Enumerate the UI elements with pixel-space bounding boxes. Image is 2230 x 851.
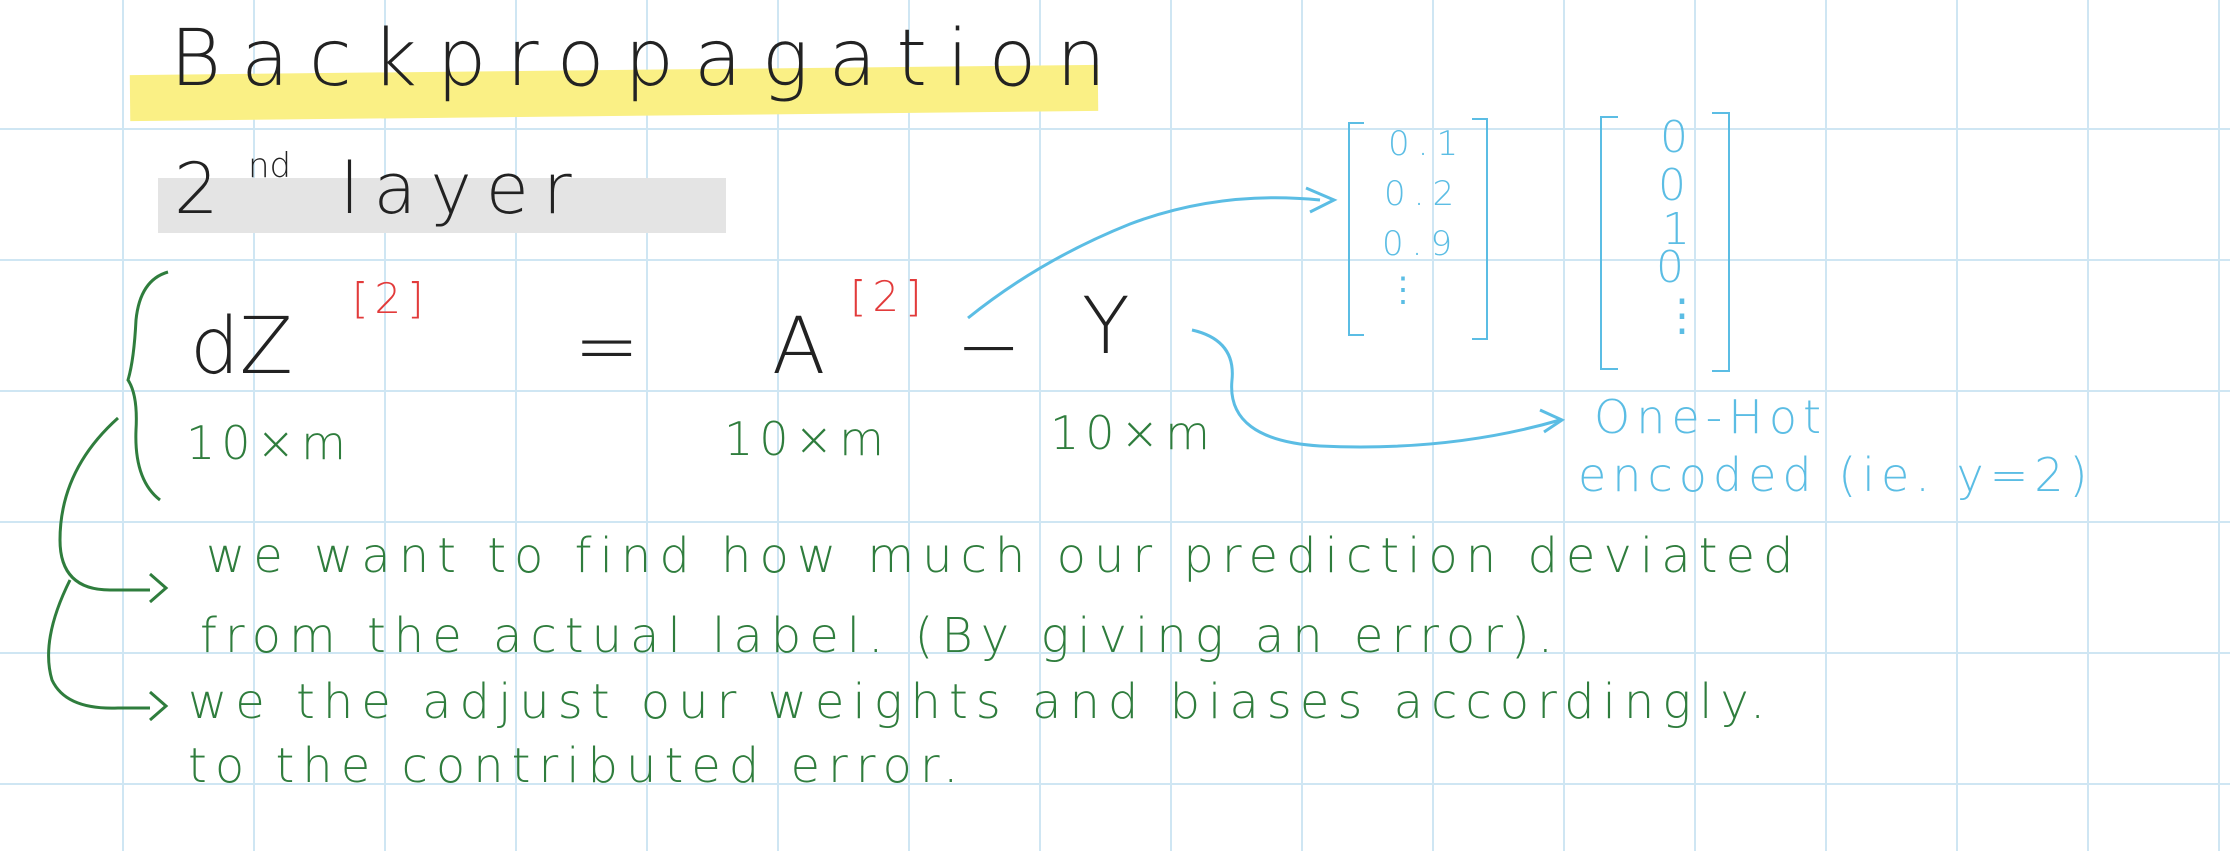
equation-lhs-superscript: [2]	[352, 274, 430, 323]
page-title: Backpropagation	[170, 14, 1126, 104]
note-line-4: to the contributed error.	[188, 738, 967, 794]
onehot-value: 1	[1662, 204, 1690, 255]
arrow-icon	[968, 198, 1320, 318]
equation-minus: −	[956, 302, 1022, 392]
dim-dz: 10×m	[186, 416, 352, 470]
arrow-head-icon	[150, 692, 166, 720]
onehot-value: 0	[1660, 112, 1688, 163]
arrow-icon	[1192, 330, 1560, 447]
equation-lhs: dZ	[190, 302, 293, 392]
note-line-3: we the adjust our weights and biases accordingly.	[188, 674, 1774, 730]
subtitle-ordinal: nd	[248, 146, 292, 186]
equation-equals: =	[574, 302, 640, 392]
equation-a-superscript: [2]	[850, 272, 928, 321]
prediction-value: 0.2	[1384, 174, 1463, 214]
prediction-value: ⋮	[1386, 270, 1428, 310]
dim-y: 10×m	[1050, 406, 1216, 460]
arrow-head-icon	[150, 574, 166, 602]
dim-a: 10×m	[724, 412, 890, 466]
note-line-2: from the actual label. (By giving an error).	[200, 608, 1561, 664]
equation-a: A	[772, 302, 826, 392]
onehot-value: ⋮	[1660, 290, 1704, 341]
prediction-value: 0.9	[1382, 224, 1461, 264]
onehot-label-line2: encoded (ie. y=2)	[1578, 448, 2094, 502]
onehot-value: 0	[1656, 242, 1684, 293]
bracket-icon	[49, 580, 150, 708]
onehot-label-line1: One-Hot	[1594, 390, 1828, 444]
equation-y: Y	[1082, 282, 1130, 372]
subtitle-text: layer	[340, 148, 586, 230]
note-line-1: we want to find how much our prediction deviated	[206, 528, 1802, 584]
onehot-value: 0	[1658, 160, 1686, 211]
subtitle-number: 2	[174, 148, 233, 230]
curly-brace-icon	[128, 272, 168, 500]
prediction-value: 0.1	[1388, 124, 1467, 164]
